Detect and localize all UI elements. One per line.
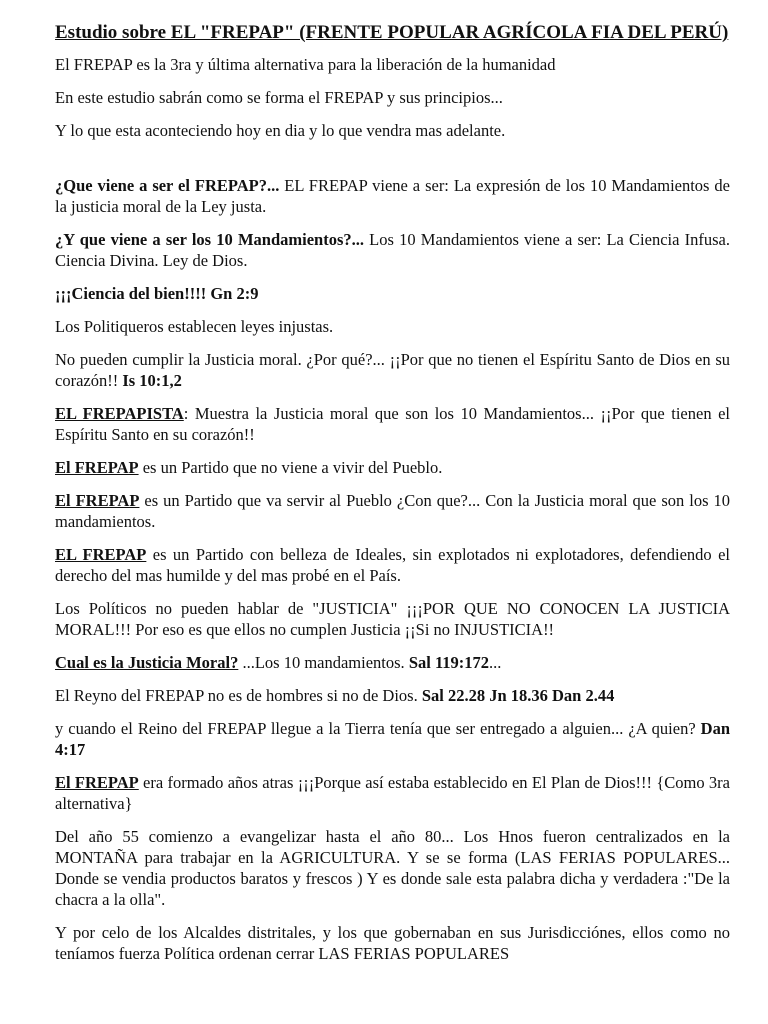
paragraph-lead: EL FREPAP (55, 545, 147, 564)
paragraph-text: era formado años atras ¡¡¡Porque así estaba establecido en El Plan de Dios!!! {Como 3ra alternativa} (55, 773, 730, 813)
paragraph-text: es un Partido que va servir al Pueblo ¿Con que?... Con la Justicia moral que son los 10 mandamientos. (55, 491, 730, 531)
paragraph-text: es un Partido con belleza de Ideales, sin explotados ni explotadores, defendiendo el derecho del mas humilde y del mas probé en el País. (55, 545, 730, 585)
paragraph-ciencia-del-bien (55, 283, 730, 304)
paragraph-text: El FREPAP es la 3ra y última alternativa para la liberación de la humanidad (55, 55, 556, 74)
paragraph-lead: Cual es la Justicia Moral? (55, 653, 239, 672)
document-page (55, 22, 730, 976)
paragraph-cual-justicia (55, 652, 730, 673)
paragraph-politicos (55, 598, 730, 640)
paragraph-text: ...Los 10 mandamientos. (238, 653, 409, 672)
paragraph-text: Del año 55 comienzo a evangelizar hasta el año 80... Los Hnos fueron centralizados en la MONTAÑA para trabajar en la AGRICULTURA. Y se se forma (LAS FERIAS POPULARES... Donde se vendia productos baratos y frescos ) Y es donde sale esta palabra dicha y verdadera :"De la chacra a la olla". (55, 827, 730, 909)
scripture-reference: Is 10:1,2 (122, 371, 182, 390)
paragraph-text: : Muestra la Justicia moral que son los 10 Mandamientos... ¡¡Por que tienen el Espíritu Santo en su corazón!! (55, 404, 731, 444)
scripture-reference: Dan 4:17 (55, 719, 730, 759)
paragraph-text: EL FREPAP viene a ser: La expresión de los 10 Mandamientos de la justicia moral de la Ley justa. (55, 176, 730, 216)
paragraph-justicia-moral (55, 349, 730, 391)
paragraph-ferias (55, 922, 730, 964)
paragraph-text: Los Políticos no pueden hablar de "JUSTICIA" ¡¡¡POR QUE NO CONOCEN LA JUSTICIA MORAL!!! Por eso es que ellos no cumplen Justicia ¡¡Si no INJUSTICIA!! (55, 599, 730, 639)
paragraph-lead: EL FREPAPISTA (55, 404, 184, 423)
paragraph-text: En este estudio sabrán como se forma el FREPAP y sus principios... (55, 88, 503, 107)
paragraph-lead: El FREPAP (55, 458, 139, 477)
document-title: Estudio sobre EL "FREPAP" (FRENTE POPULAR AGRÍCOLA FIA DEL PERÚ) (55, 22, 729, 43)
paragraph-intro-2 (55, 87, 730, 108)
paragraph-lead: El FREPAP (55, 491, 140, 510)
paragraph-text: y cuando el Reino del FREPAP llegue a la Tierra tenía que ser entregado a alguien... ¿A quien? (55, 719, 701, 738)
paragraph-formado (55, 772, 730, 814)
paragraph-text: El Reyno del FREPAP no es de hombres si no de Dios. (55, 686, 422, 705)
paragraph-intro-3 (55, 120, 730, 141)
paragraph-que-es-frepap (55, 175, 730, 217)
paragraph-politiqueros (55, 316, 730, 337)
paragraph-text: Los 10 Mandamientos viene a ser: La Ciencia Infusa. Ciencia Divina. Ley de Dios. (55, 230, 730, 270)
paragraph-partido-ideales (55, 544, 730, 586)
paragraph-text: es un Partido que no viene a vivir del Pueblo. (138, 458, 443, 477)
paragraph-partido-pueblo (55, 457, 730, 478)
paragraph-lead: ¿Que viene a ser el FREPAP?... (55, 176, 280, 195)
paragraph-text: Y por celo de los Alcaldes distritales, y los que gobernaban en sus Jurisdicciónes, ellos como no teníamos fuerza Política ordenan cerrar LAS FERIAS POPULARES (55, 923, 730, 963)
paragraph-lead: El FREPAP (55, 773, 139, 792)
paragraph-text: Y lo que esta aconteciendo hoy en dia y lo que vendra mas adelante. (55, 121, 506, 140)
paragraph-lead: ¿Y que viene a ser los 10 Mandamientos?... (55, 230, 364, 249)
scripture-reference: Sal 119:172 (408, 653, 490, 672)
paragraph-tail: ... (489, 653, 502, 672)
paragraph-reino-tierra (55, 718, 730, 760)
paragraph-lead: ¡¡¡Ciencia del bien!!!! Gn 2:9 (55, 284, 259, 303)
paragraph-text: Los Politiqueros establecen leyes injustas. (55, 317, 334, 336)
paragraph-reyno (55, 685, 730, 706)
paragraph-partido-servir (55, 490, 730, 532)
paragraph-intro-1 (55, 54, 730, 75)
paragraph-text: No pueden cumplir la Justicia moral. ¿Por qué?... ¡¡Por que no tienen el Espíritu Santo de Dios en su corazón!! (55, 350, 730, 390)
paragraph-frepapista (55, 403, 730, 445)
paragraph-mandamientos (55, 229, 730, 271)
scripture-reference: Sal 22.28 Jn 18.36 Dan 2.44 (421, 686, 615, 705)
paragraph-historia (55, 826, 730, 910)
